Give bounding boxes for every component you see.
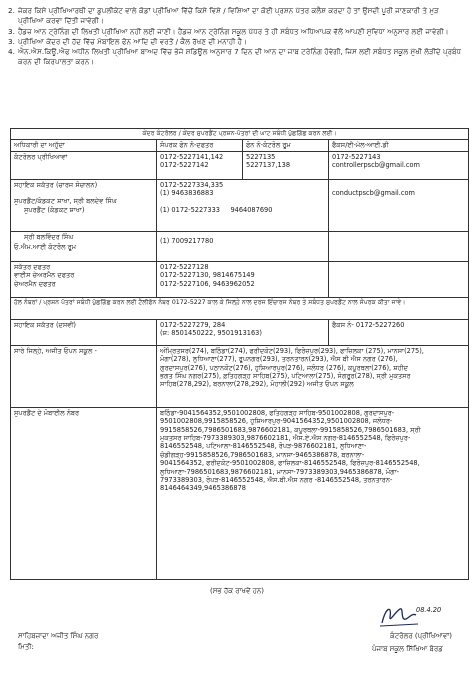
- baljinder-label: ਸ੍ਰੀ ਬਲਵਿੰਦਰ ਸਿੰਘ: [24, 232, 74, 241]
- header-cell: ਸੰਪਰਕ ਫੋਨ ਨੰ-ਦਫਤਰ: [157, 140, 243, 151]
- mobile-line: 8146464349,9465386878: [160, 484, 246, 493]
- chairman-label: ਚੇਅਰਮੈਨ ਦਫਤਰ: [14, 279, 56, 288]
- asst-secy-mobile: (ਸ਼: 8501450222, 9501913163): [160, 329, 262, 338]
- table-title: ਕੇਂਦਰ ਕੰਟਰੋਲਰ / ਕੇਂਦਰ ਸੁਪਰਡੈਂਟ ਪ੍ਰਸ਼ਨ-ਪੱਤਰਾਂ ਦੀ ਘਾਟ ਸਬੰਧੀ ਪੁੱਛਗਿੱਛ ਕਰਨ ਲਈ।: [11, 129, 469, 140]
- contact-table: [10, 128, 469, 580]
- secretary-office-label: ਸਕੱਤਰ ਦਫਤਰ: [14, 262, 51, 271]
- controller-label: ਕੰਟਰੋਲਰ ਪ੍ਰੀਖਿਆਵਾਂ: [14, 152, 68, 161]
- instruction-item: [8, 27, 466, 37]
- instruction-item: [8, 6, 466, 27]
- table-row: [11, 261, 469, 297]
- helpline-note: ਹੋਲ ਨੰਬਰਾਂ / ਪ੍ਰਸ਼ਨ ਪੱਤਰਾਂ ਸਬੰਧੀ ਪੁੱਛਗਿੱਛ ਕਰਨ ਲਈ ਟੈਲੀਫੋਨ ਨੰਬਰ 0172-5227 ਕਾਲ ਕੇ ਜਿਲ੍ਹੇ ਨਾਲ ਦਰਜ ਇੰਚਾਰਜ ਨੰਬਰ ਤੇ ਸਬੰਧਤ ਸੁਪਰਡੈਂਟ ਨਾਲ ਸੰਪਰਕ ਕੀਤਾ ਜਾਵੇ।: [11, 297, 469, 319]
- table-row: [11, 179, 469, 231]
- mobile-label: ਸੁਪਰਡੈਂਟ ਦੇ ਮੋਬਾਈਲ ਨੰਬਰ: [14, 408, 80, 417]
- instruction-item: [8, 47, 466, 68]
- instruction-number: 3.: [8, 36, 15, 46]
- baljinder-phone: (1) 7009217780: [160, 236, 214, 245]
- vice-chair-phone: 0172-5227130, 9814675149: [160, 271, 255, 280]
- table-header-row: [11, 140, 469, 151]
- designation-label: ਕੰਟਰੋਲਰ (ਪ੍ਰੀਖਿਆਵਾਂ): [390, 632, 452, 640]
- secy-phone: (1) 9463836883: [160, 189, 214, 198]
- district-line: ਭਗਤ ਸਿੰਘ ਨਗਰ(275), ਫ਼ਤਿਹਗੜ੍ਹ ਸਾਹਿਬ(275), ਪਟਿਆਲਾ(275), ਸੰਗਰੂਰ(278), ਸ੍ਰੀ ਮੁਕਤਸਰ: [160, 372, 411, 381]
- supdt-phone: (1) 0172-5227333: [160, 205, 220, 214]
- supdt-label: ਸੁਪਰਡੈਂਟ/ਕੰਡਕਟ ਸ਼ਾਖਾ, ਸ੍ਰੀ ਬਲਦੇਵ ਸਿੰਘ: [14, 197, 117, 206]
- instruction-number: 3.: [8, 26, 15, 36]
- board-name: ਪੰਜਾਬ ਸਕੂਲ ਸਿੱਖਿਆ ਬੋਰਡ: [372, 645, 443, 653]
- supdt-mobile: 9464087690: [230, 205, 273, 214]
- controller-phone: 0172-5227141,142: [160, 152, 224, 161]
- mobile-line: 7973389303, ਰੋਪੜ-8146552548, ਐਸ.ਬੀ.ਐਸ ਨਗਰ -8146552548, ਤਰਨਤਾਰਨ-: [160, 476, 393, 485]
- table-row: [11, 345, 469, 407]
- instruction-number: 4.: [8, 47, 15, 57]
- controller-control-room: 5227135: [246, 152, 276, 161]
- chairman-phone: 0172-5227106, 9463962052: [160, 279, 255, 288]
- secretary-office-phone: 0172-5227128: [160, 262, 209, 271]
- district-line: ਗੁਰਦਾਸਪੁਰ(276), ਪਠਾਨਕੋਟ(276), ਹੁਸ਼ਿਆਰਪੁਰ(276), ਜਲੰਧਰ (276), ਕਪੂਰਥਲਾ(276), ਸ਼ਹੀਦ: [160, 363, 409, 372]
- mobile-line: 9041564352, ਫਰੀਦਕੋਟ-9501002808, ਫਾਜ਼ਿਲਕਾ-8146552548, ਫਿਰੋਜ਼ਪੁਰ-8146552548,: [160, 459, 420, 468]
- signature-date: 08.4.20: [416, 606, 442, 614]
- header-cell: ਫੋਨ ਨੰ-ਕੰਟਰੋਲ ਰੂਮ: [243, 140, 329, 151]
- table-row: [11, 407, 469, 579]
- control-room-label: ਓ.ਐਮ.ਆਈ ਕੰਟਰੋਲ ਰੂਮ: [14, 243, 77, 252]
- instruction-text: ਐਨ.ਐਸ.ਕਿਊ.ਐਫ ਅਧੀਨ ਲਿਖਤੀ ਪ੍ਰੀਖਿਆ ਬਾਅਦ ਵਿੱਚ ਭੇਜੇ ਸ਼ਡਿਊਲ ਅਨੁਸਾਰ 7 ਦਿਨ ਦੀ ਆਨ ਦਾ ਜਾਬ ਟਰੇਨਿੰਗ ਹੋਵੇਗੀ, ਜਿਸ ਲਈ ਸਬੰਧਤ ਸਕੂਲ ਮੁੱਖੀ ਲੋੜੀਂਦੇ ਪ੍ਰਬੰਧ ਕਰਨ ਦੀ ਕਿਰਪਾਲਤਾ ਕਰਨ।: [18, 47, 462, 67]
- instruction-item: [8, 37, 466, 47]
- district-label: ਸਾਰੇ ਜਿਲ੍ਹੇ, ਅਜੀਤ ਓਪਨ ਸਕੂਲ -: [14, 346, 97, 355]
- instruction-text: ਜੇਕਰ ਕਿਸੇ ਪ੍ਰੀਖਿਆਰਥੀ ਦਾ ਡੁਪਲੀਕੇਟ ਵਾਲੇ ਕੋਡਾਂ ਪ੍ਰੀਖਿਆ ਵਿੱਚੋਂ ਕਿਸੇ ਵਿਸ਼ੇ / ਵਿਸ਼ਿਆਂ ਦਾ ਕੋਈ ਪ੍ਰਸ਼ਨ ਪੱਤਰ ਕਲੈਸ਼ ਕਰਦਾ ਹੋ ਤਾਂ ਉਸਦੀ ਪੂਰੀ ਜਾਣਕਾਰੀ ਤੇ ਮੁੜ ਪ੍ਰੀਖਿਆ ਕਰਵਾ ਦਿੱਤੀ ਜਾਵੇਗੀ।: [18, 6, 439, 26]
- mobile-line: ਲੁਧਿਆਣਾ-7986501683,9876602181, ਮਾਨਸਾ-7973389303,9465386878, ਮੋਗਾ-: [160, 467, 400, 476]
- instruction-text: ਹੈਂਡਜ਼ ਆਨ ਟ੍ਰੇਨਿੰਗ ਦੀ ਲਿਖਤੀ ਪ੍ਰੀਖਿਆ ਨਹੀਂ ਲਈ ਜਾਣੀ। ਹੈਂਡਜ਼ ਆਨ ਟ੍ਰੇਨਿੰਗ ਸਕੂਲ ਪੱਧਰ ਤੇ ਹੀ ਸਬੰਧਤ ਅਧਿਆਪਕ ਵੱਲੋਂ ਆਪਣੀ ਸੁਵਿਧਾ ਅਨੁਸਾਰ ਲਈ ਜਾਵੇਗੀ।: [18, 26, 449, 36]
- table-row: [11, 297, 469, 319]
- table-row: [11, 231, 469, 261]
- table-row: [11, 151, 469, 179]
- asst-secy-phone: 0172-5227279, 284: [160, 320, 226, 329]
- vice-chair-label: ਵਾਈਸ ਚੇਅਰਮੈਨ ਦਫਤਰ: [14, 271, 75, 280]
- secy-phone: 0172-5227334,335: [160, 180, 224, 189]
- mobile-line: 8146552548, ਪਟਿਆਲਾ-8146552548, ਰੋਪੜ-9876602181, ਲੁਧਿਆਣਾ-: [160, 442, 367, 451]
- district-line: ਸਾਹਿਬ(278,292), ਬਰਨਾਲਾ(278,292), ਮੋਹਾਲੀ(292) ਅਜੀਤ ਓਪਨ ਸਕੂਲ: [160, 380, 354, 389]
- district-line: ਅੰਮ੍ਰਿਤਸਰ(274), ਬਠਿੰਡਾ(274), ਫਰੀਦਕੋਟ(293), ਫਿਰੋਜ਼ਪੁਰ(293), ਫਾਜ਼ਿਲਕਾ (275), ਮਾਨਸਾ(275),: [160, 346, 424, 355]
- supdt-sub-label: ਸੁਪਰਡੈਂਟ (ਕੰਡਕਟ ਸ਼ਾਖਾ): [24, 205, 85, 214]
- rights-reserved-note: (ਸਭ ਹੱਕ ਰਾਖਵੇਂ ਹਨ): [210, 587, 264, 595]
- secy-email[interactable]: conductpscb@gmail.com: [332, 188, 415, 197]
- place-label: ਸਾਹਿਬਜ਼ਾਦਾ ਅਜੀਤ ਸਿੰਘ ਨਗਰ: [18, 632, 99, 640]
- instructions-list: [8, 6, 466, 68]
- controller-control-room: 5227137,138: [246, 161, 291, 170]
- controller-email[interactable]: controllerpscb@gmail.com: [332, 161, 420, 170]
- date-label: ਮਿਤੀ:: [18, 643, 34, 651]
- header-cell: ਫੈਕਸ/ਈ-ਮੇਲ-ਆਈ.ਡੀ: [329, 140, 469, 151]
- table-row: [11, 319, 469, 345]
- asst-secy-label: ਸਹਾਇਕ ਸਕੱਤਰ (ਦਸਵੀਂ): [14, 320, 76, 329]
- header-cell: ਅਧਿਕਾਰੀ ਦਾ ਅਹੁੱਦਾ: [11, 140, 157, 151]
- controller-phone: 0172-5227142: [160, 161, 209, 170]
- controller-fax: 0172-5227143: [332, 152, 381, 161]
- asst-secy-fax: ਫੈਕਸ ਨੰ- 0172-5227260: [332, 320, 405, 329]
- mobile-line: ਬਠਿੰਡਾ-9041564352,9501002808, ਫਤਿਹਗੜ੍ਹ ਸਾਹਿਬ-9501002808, ਗੁਰਦਾਸਪੁਰ-: [160, 408, 395, 417]
- mobile-line: 9501002808,9915858526, ਹੁਸ਼ਿਆਰਪੁਰ-9041564352,9501002808, ਜਲੰਧਰ-: [160, 417, 393, 426]
- instruction-text: ਪ੍ਰੀਖਿਆ ਕੇਂਦਰ ਦੀ ਹੱਦ ਵਿੱਚ ਮੋਬਾਇਲ ਫੋਨ ਆਦਿ ਦੀ ਵਰਤੋਂ / ਕੈਲ ਰੱਖਣ ਦੀ ਮਨਾਹੀ ਹੈ।: [18, 36, 247, 46]
- mobile-line: ਮੁਕਤਸਰ ਸਾਹਿਬ-7973389303,9876602181, ਐਸ.ਏ.ਐਸ ਨਗਰ-8146552548, ਫਿਰੋਜ਼ਪੁਰ-: [160, 434, 411, 443]
- mobile-line: ਚੰਡੀਗੜ੍ਹ-9915858526,7986501683, ਮਾਨਸਾ-9465386878, ਬਰਨਾਲਾ-: [160, 450, 365, 459]
- mobile-line: 9915858526,7986501683,9876602181, ਕਪੂਰਥਲਾ-9915858526,7986501683, ਸ੍ਰੀ: [160, 425, 421, 434]
- instruction-number: 2.: [8, 6, 15, 15]
- secy-label: ਸਹਾਇਕ ਸਕੱਤਰ (ਚਾਰਜ ਸੰਚਾਲਨ): [14, 180, 98, 189]
- district-line: ਮੋਗਾ(278), ਲੁਧਿਆਣਾ(277), ਰੂਪਨਗਰ(293), ਤਰਨਤਾਰਨ(293), ਐਸ ਬੀ ਐਸ ਨਗਰ (276),: [160, 355, 398, 364]
